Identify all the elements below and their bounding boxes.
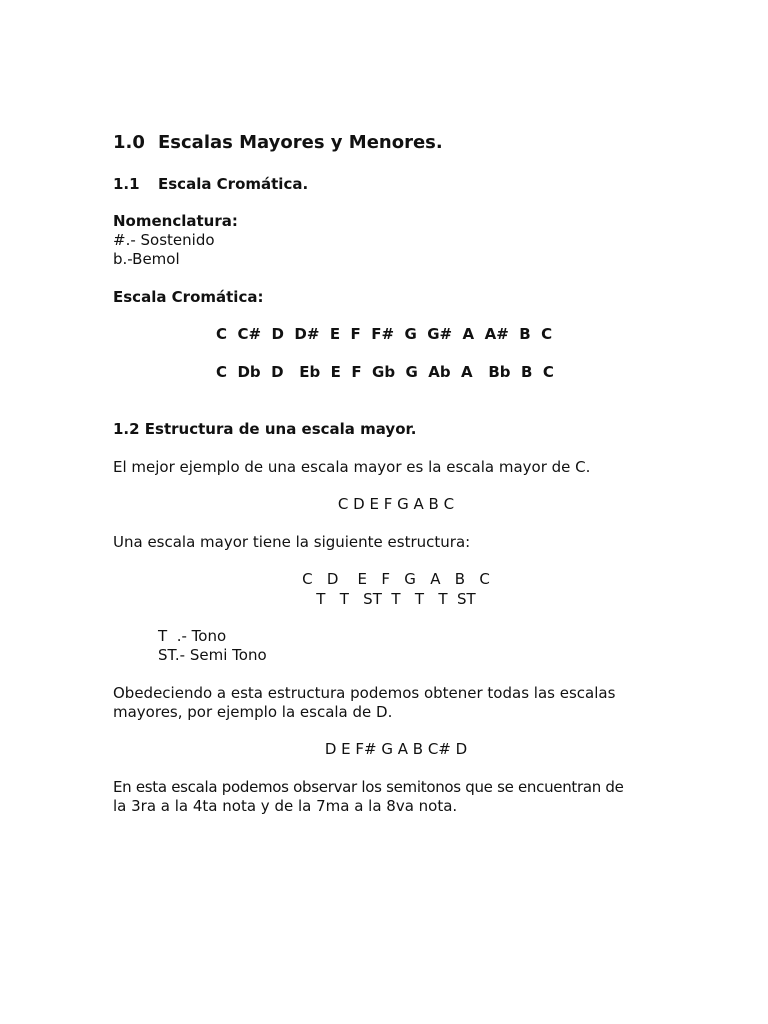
nomenclatura-label: Nomenclatura: bbox=[113, 212, 238, 230]
structure-notes-row: C D E F G A B C bbox=[302, 570, 490, 588]
nomenclatura-item-flat: b.-Bemol bbox=[113, 250, 180, 268]
paragraph-ejemplo: El mejor ejemplo de una escala mayor es la escala mayor de C. bbox=[113, 458, 591, 476]
paragraph-obedeciendo-line1: Obedeciendo a esta estructura podemos obtener todas las escalas bbox=[113, 684, 616, 702]
paragraph-obedeciendo-line2: mayores, por ejemplo la escala de D. bbox=[113, 703, 393, 721]
legend-tono: T .- Tono bbox=[158, 627, 227, 645]
heading-number: 1.0 bbox=[113, 132, 145, 153]
heading-title: Escalas Mayores y Menores. bbox=[158, 132, 443, 153]
chromatic-flats-row: C Db D Eb E F Gb G Ab A Bb B C bbox=[216, 363, 554, 381]
subheading-title: Escala Cromática. bbox=[158, 175, 309, 193]
chromatic-sharps-row: C C# D D# E F F# G G# A A# B C bbox=[216, 325, 553, 343]
c-major-scale: C D E F G A B C bbox=[337, 495, 455, 513]
paragraph-semitonos-line1: En esta escala podemos observar los semitonos que se encuentran de bbox=[113, 778, 624, 796]
d-major-scale: D E F# G A B C# D bbox=[324, 740, 468, 758]
structure-steps-row: T T ST T T T ST bbox=[316, 590, 476, 608]
paragraph-estructura: Una escala mayor tiene la siguiente estructura: bbox=[113, 533, 471, 551]
subheading-number: 1.1 bbox=[113, 175, 140, 193]
legend-semitono: ST.- Semi Tono bbox=[158, 646, 267, 664]
nomenclatura-item-sharp: #.- Sostenido bbox=[113, 231, 215, 249]
section-heading-estructura: 1.2 Estructura de una escala mayor. bbox=[113, 420, 417, 438]
chromatic-label: Escala Cromática: bbox=[113, 288, 264, 306]
paragraph-semitonos-line2: la 3ra a la 4ta nota y de la 7ma a la 8va nota. bbox=[113, 797, 458, 815]
